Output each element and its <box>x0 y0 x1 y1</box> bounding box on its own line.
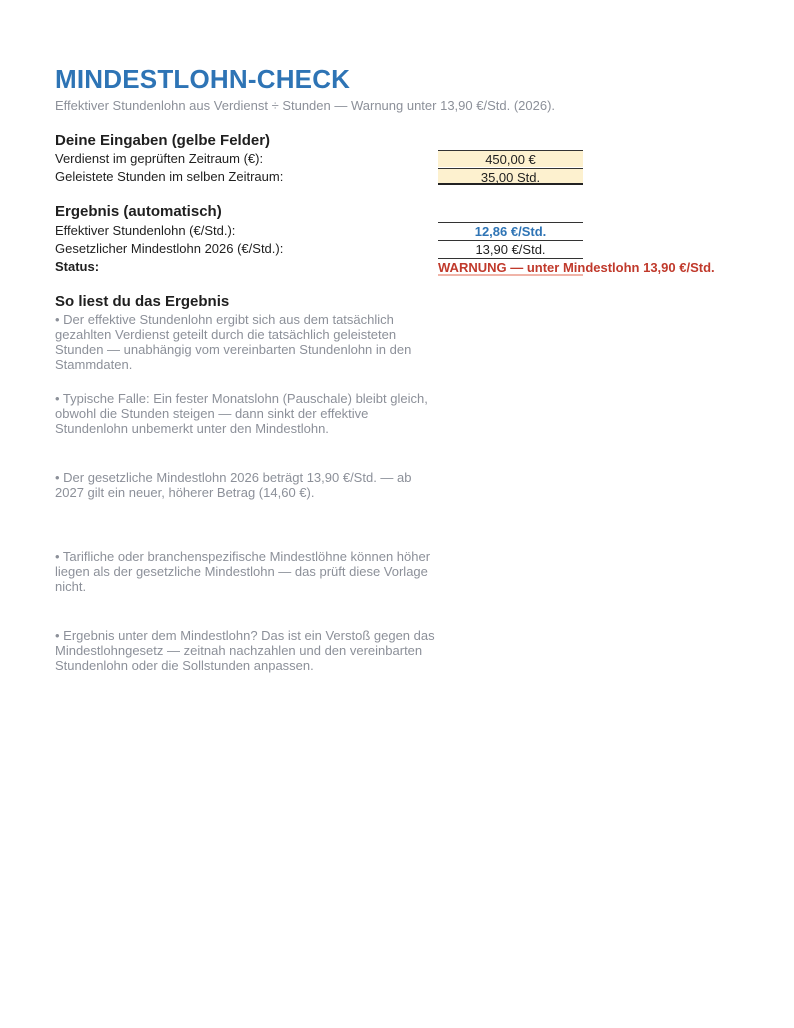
guide-heading: So liest du das Ergebnis <box>55 293 230 310</box>
guide-bullet-4: • Tarifliche oder branchenspezifische Mindestlöhne können höher liegen als der gesetzliche Mindestlohn — das prüft diese Vorlage nicht. <box>55 549 431 594</box>
status-label: Status: <box>55 259 100 274</box>
hours-label: Geleistete Stunden im selben Zeitraum: <box>55 169 284 184</box>
minimum-wage-value: 13,90 €/Std. <box>438 240 583 257</box>
guide-bullet-5: • Ergebnis unter dem Mindestlohn? Das ist ein Verstoß gegen das Mindestlohngesetz — zeitnah nachzahlen und den vereinbarten Stundenlohn oder die Sollstunden anpassen. <box>55 628 435 673</box>
status-underline <box>438 274 583 276</box>
inputs-heading: Deine Eingaben (gelbe Felder) <box>55 132 271 149</box>
effective-wage-label: Effektiver Stundenlohn (€/Std.): <box>55 223 236 238</box>
earnings-label: Verdienst im geprüften Zeitraum (€): <box>55 151 264 166</box>
guide-bullet-1: • Der effektive Stundenlohn ergibt sich aus dem tatsächlich gezahlten Verdienst geteilt durch die tatsächlich geleisteten Stunden — unabhängig vom vereinbarten Stundenlohn in den Stammdaten. <box>55 312 412 372</box>
effective-wage-value: 12,86 €/Std. <box>438 222 583 239</box>
guide-bullet-3: • Der gesetzliche Mindestlohn 2026 beträgt 13,90 €/Std. — ab 2027 gilt ein neuer, höherer Betrag (14,60 €). <box>55 470 412 500</box>
page-title: MINDESTLOHN-CHECK <box>55 64 351 94</box>
result-heading: Ergebnis (automatisch) <box>55 203 222 220</box>
minimum-wage-label: Gesetzlicher Mindestlohn 2026 (€/Std.): <box>55 241 284 256</box>
hours-input-cell[interactable]: 35,00 Std. <box>438 168 583 185</box>
guide-bullet-2: • Typische Falle: Ein fester Monatslohn (Pauschale) bleibt gleich, obwohl die Stunden steigen — dann sinkt der effektive Stundenlohn unbemerkt unter den Mindestlohn. <box>55 391 428 436</box>
earnings-input-cell[interactable]: 450,00 € <box>438 150 583 167</box>
page-subtitle: Effektiver Stundenlohn aus Verdienst ÷ Stunden — Warnung unter 13,90 €/Std. (2026). <box>55 98 556 113</box>
status-value: WARNUNG — unter Mindestlohn 13,90 €/Std. <box>438 260 715 275</box>
